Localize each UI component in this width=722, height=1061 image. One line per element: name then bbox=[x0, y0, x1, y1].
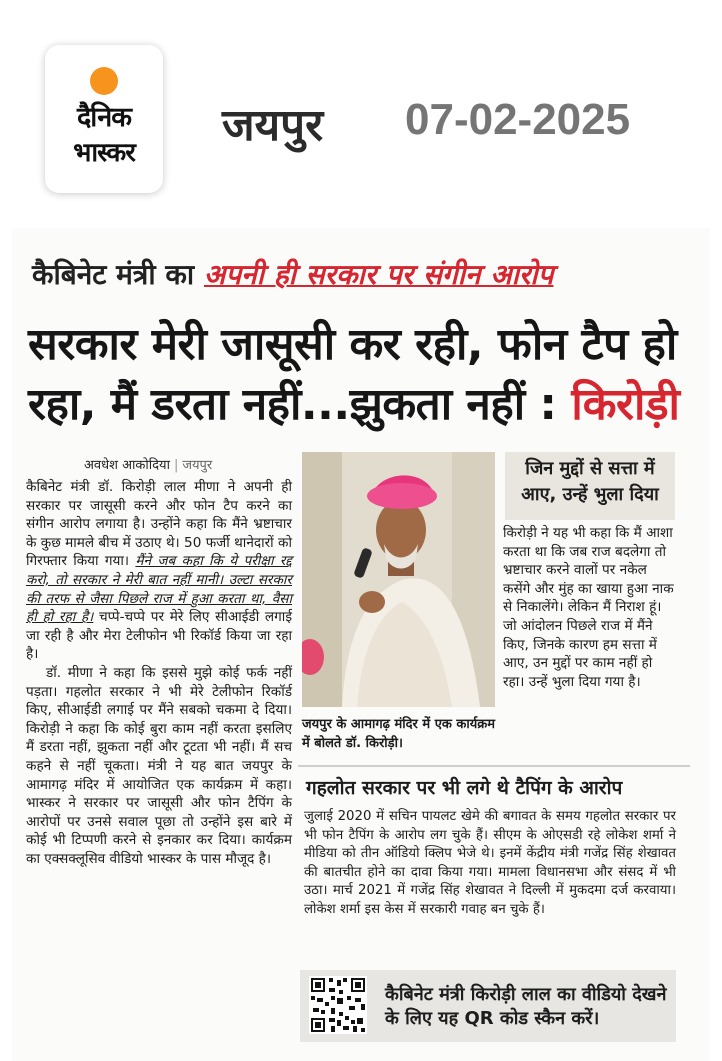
sub-heading: गहलोत सरकार पर भी लगे थे टैपिंग के आरोप bbox=[306, 777, 623, 799]
paragraph-1 bbox=[26, 478, 292, 664]
article-column-1 bbox=[26, 478, 292, 868]
logo-line-2: भास्कर bbox=[73, 138, 135, 168]
headline bbox=[28, 315, 693, 435]
byline: अवधेश आकोदिया | जयपुर bbox=[84, 458, 213, 473]
kicker-highlight: अपनी ही सरकार पर संगीन आरोप bbox=[203, 258, 554, 291]
sidebar-text: किरोड़ी ने यह भी कहा कि मैं आशा करता था कि जब राज बदलेगा तो भ्रष्टाचार करने वालों पर नकेल कसेंगे और मुंह का खाया हुआ नाक से निकालेंगे। लेकिन मैं निराश हूं। जो आंदोलन पिछले राज में मैंने किए, जिनके कारण हम सत्ता में आए, उन मुद्दों पर काम नहीं हो रहा। उन्हें भुला दिया गया है। bbox=[503, 525, 674, 690]
paragraph-2: डॉ. मीणा ने कहा कि इससे मुझे कोई फर्क नहीं पड़ता। गहलोत सरकार ने भी मेरे टेलीफोन रिकॉर्ड किए, सीआईडी लगाई पर मैंने सबको चकमा दे दिया। किरोड़ी ने कहा कि कोई बुरा काम नहीं करता इसलिए मैं डरता नहीं, झुकता नहीं और टूटता भी नहीं। मैं सच कहने से नहीं चूकता। मंत्री ने यह बात जयपुर के आमागढ़ मंदिर में आयोजित एक कार्यक्रम में कहा। भास्कर ने सरकार पर जासूसी और फोन टैपिंग के आरोपों पर उनसे सवाल पूछा तो उन्होंने इस बारे में कोई भी टिप्पणी करने से इनकार कर दिया। कार्यक्रम का एक्सक्लूसिव वीडियो भास्कर के पास मौजूद है। bbox=[26, 664, 292, 867]
photo-caption: जयपुर के आमागढ़ मंदिर में एक कार्यक्रम में बोलते डॉ. किरोड़ी। bbox=[302, 717, 496, 751]
paragraph-1-quote: मैंने जब कहा कि ये परीक्षा रद्द करो, तो सरकार ने मेरी बात नहीं मानी। उल्टा सरकार की तरफ से जैसा पिछले राज में हुआ करता था, वैसा ही हो रहा है। bbox=[26, 553, 293, 626]
edition-city: जयपुर bbox=[222, 100, 324, 151]
headline-main: सरकार मेरी जासूसी कर रही, फोन टैप हो रहा, मैं डरता नहीं...झुकता नहीं : bbox=[28, 319, 677, 430]
byline-location: जयपुर bbox=[182, 458, 213, 473]
newspaper-logo bbox=[45, 45, 163, 193]
edition-date: 07-02-2025 bbox=[405, 95, 631, 144]
article-photo bbox=[302, 452, 495, 707]
sub-section-text: जुलाई 2020 में सचिन पायलट खेमे की बगावत के समय गहलोत सरकार पर भी फोन टैपिंग के आरोप लग चुके हैं। सीएम के ओएसडी रहे लोकेश शर्मा ने मीडिया को तीन ऑडियो क्लिप भेजे थे। इनमें केंद्रीय मंत्री गजेंद्र सिंह शेखावत की बातचीत होने का दावा किया गया। मामला विधानसभा और संसद में भी उठा। मार्च 2021 में गजेंद्र सिंह शेखावत ने दिल्ली में मुकदमा दर्ज करवाया। लोकेश शर्मा इस केस में सरकारी गवाह बन चुके हैं। bbox=[304, 809, 676, 917]
sidebar-heading: जिन मुद्दों से सत्ता में आए, उन्हें भुला दिया bbox=[505, 452, 675, 520]
section-divider bbox=[298, 765, 690, 767]
paragraph-1-text: कैबिनेट मंत्री डॉ. किरोड़ी लाल मीणा ने अपनी ही सरकार पर जासूसी करने और फोन टैप करने का संगीन आरोप लगाया है। उन्होंने कहा कि मैंने भ्रष्टाचार के कुछ मामले बीच में उठाए थे। 50 फर्जी थानेदारों को गिरफ्तार किया गया। bbox=[26, 479, 292, 570]
sun-logo-icon bbox=[90, 67, 118, 95]
qr-promo-text: कैबिनेट मंत्री किरोड़ी लाल का वीडियो देखने के लिए यह QR कोड स्कैन करें। bbox=[385, 984, 667, 1029]
paragraph-1-end: चप्पे-चप्पे पर मेरे लिए सीआईडी लगाई जा रही है और मेरा टेलीफोन भी रिकॉर्ड किया जा रहा है। bbox=[26, 609, 292, 663]
byline-author: अवधेश आकोदिया bbox=[84, 458, 170, 473]
headline-name: किरोड़ी bbox=[571, 379, 680, 430]
logo-line-1: दैनिक bbox=[76, 102, 132, 133]
qr-code-icon[interactable] bbox=[309, 976, 367, 1034]
kicker-prefix: कैबिनेट मंत्री का bbox=[32, 258, 195, 291]
kicker bbox=[32, 255, 553, 293]
